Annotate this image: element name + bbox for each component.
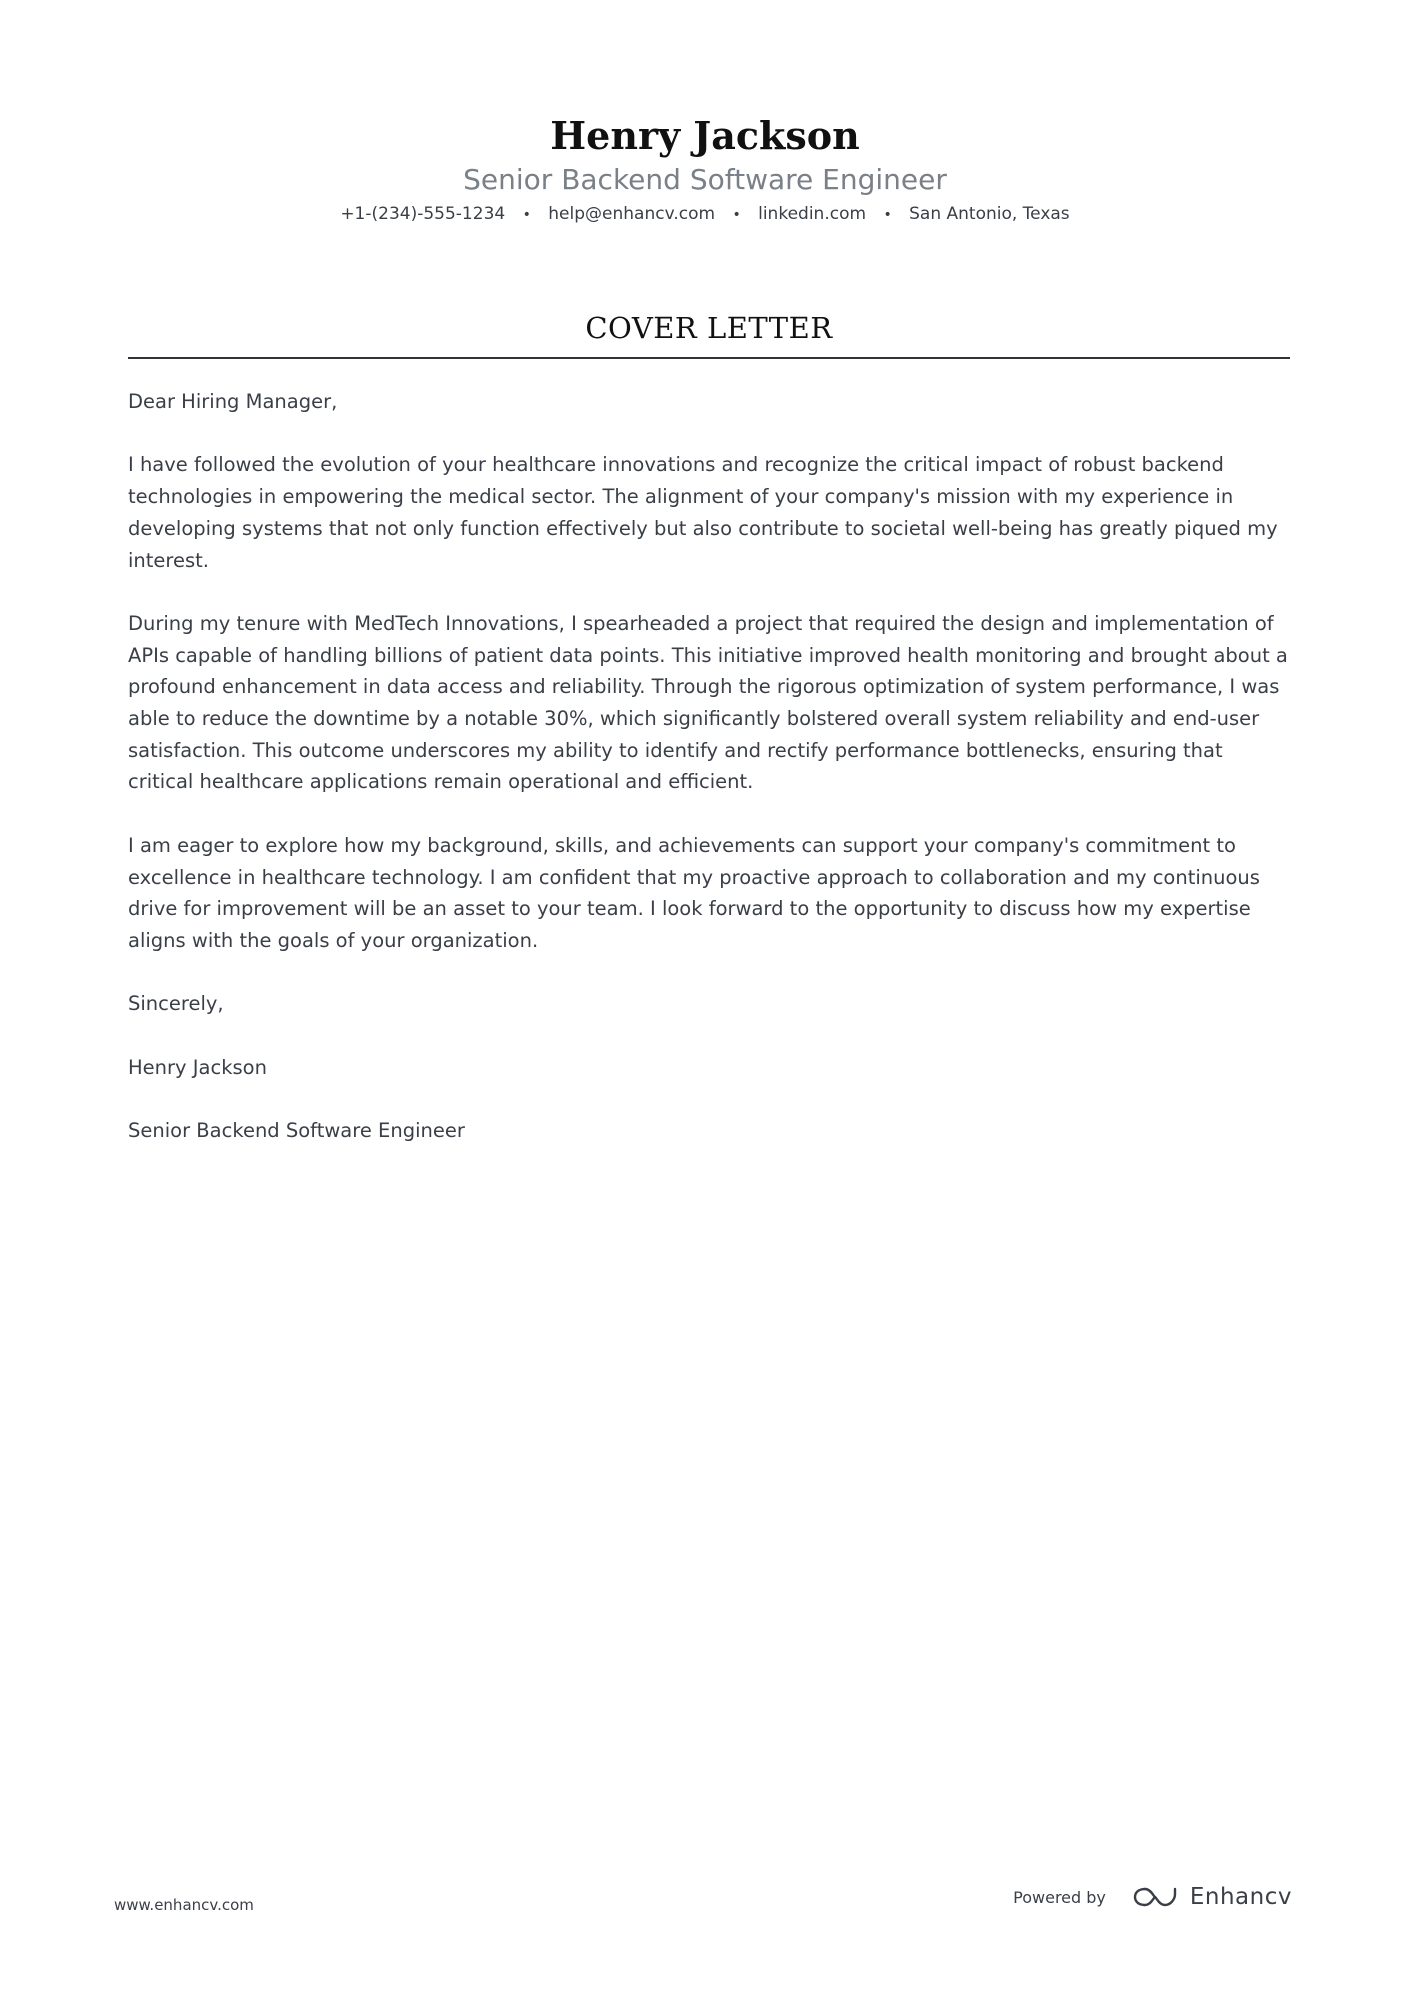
letter-paragraph: I am eager to explore how my background, skills, and achievements can support your company's commitment to excellence in healthcare technology. I am confident that my proactive approach to collaboration and my continuous drive for improvement will be an asset to your team. I look forward to the opportunity to discuss how my expertise aligns with the goals of your organization. [128, 833, 1260, 952]
contact-separator: • [732, 207, 741, 223]
section-divider [128, 357, 1290, 359]
contact-location: San Antonio, Texas [909, 204, 1070, 224]
footer-website: www.enhancv.com [114, 1896, 254, 1914]
signature-title: Senior Backend Software Engineer [128, 1119, 465, 1143]
contact-separator: • [522, 207, 531, 223]
contact-separator: • [883, 207, 892, 223]
enhancv-brand: Enhancv [1189, 1884, 1292, 1910]
signature-name: Henry Jackson [128, 1055, 267, 1079]
header [0, 112, 1410, 227]
candidate-name: Henry Jackson [550, 113, 860, 158]
letter-paragraph: I have followed the evolution of your healthcare innovations and recognize the critical impact of robust backend technologies in empowering the medical sector. The alignment of your company's mission with my experience in developing systems that not only function effectively but also contribute to societal well-being has greatly piqued my interest. [128, 453, 1278, 572]
footer-branding [1013, 1884, 1292, 1910]
contact-linkedin: linkedin.com [758, 204, 867, 224]
contact-phone: +1-(234)-555-1234 [340, 204, 506, 224]
letter-body [128, 386, 1290, 1178]
section-title: COVER LETTER [585, 311, 833, 345]
letter-closing: Sincerely, [128, 992, 224, 1016]
contact-email: help@enhancv.com [548, 204, 716, 224]
enhancv-logo-icon [1132, 1885, 1178, 1909]
candidate-role: Senior Backend Software Engineer [463, 163, 947, 196]
powered-by-label: Powered by [1013, 1887, 1106, 1907]
contact-line [0, 202, 1410, 227]
letter-paragraph: During my tenure with MedTech Innovations, I spearheaded a project that required the design and implementation of APIs capable of handling billions of patient data points. This initiative improved health monitoring and brought about a profound enhancement in data access and reliability. Through the rigorous optimization of system performance, I was able to reduce the downtime by a notable 30%, which significantly bolstered overall system reliability and end-user satisfaction. This outcome underscores my ability to identify and rectify performance bottlenecks, ensuring that critical healthcare applications remain operational and efficient. [128, 611, 1288, 794]
letter-greeting: Dear Hiring Manager, [128, 390, 338, 413]
